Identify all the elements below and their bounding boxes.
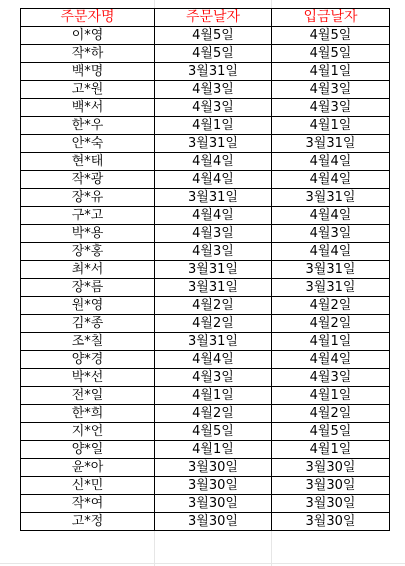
deposit-date-cell[interactable]: 4월3일 (272, 99, 390, 117)
table-row (21, 207, 390, 225)
deposit-date-cell[interactable]: 4월4일 (272, 207, 390, 225)
header-orderer-name[interactable]: 주문자명 (21, 9, 155, 27)
orderer-name-cell[interactable]: 작*여 (21, 495, 155, 513)
orderer-name-cell[interactable]: 고*원 (21, 81, 155, 99)
orderer-name-cell[interactable]: 신*민 (21, 477, 155, 495)
order-date-cell[interactable]: 3월30일 (155, 459, 272, 477)
header-row (21, 9, 390, 27)
deposit-date-cell[interactable]: 4월1일 (272, 441, 390, 459)
deposit-date-cell[interactable]: 4월2일 (272, 405, 390, 423)
table-row (21, 279, 390, 297)
order-date-cell[interactable]: 4월5일 (155, 27, 272, 45)
orderer-name-cell[interactable]: 구*고 (21, 207, 155, 225)
table-row (21, 99, 390, 117)
orderer-name-cell[interactable]: 양*일 (21, 441, 155, 459)
orderer-name-cell[interactable]: 전*일 (21, 387, 155, 405)
table-row (21, 81, 390, 99)
deposit-date-cell[interactable]: 4월2일 (272, 297, 390, 315)
order-date-cell[interactable]: 4월3일 (155, 99, 272, 117)
deposit-date-cell[interactable]: 3월30일 (272, 459, 390, 477)
deposit-date-cell[interactable]: 4월4일 (272, 243, 390, 261)
table-row (21, 351, 390, 369)
order-date-cell[interactable]: 4월2일 (155, 405, 272, 423)
order-date-cell[interactable]: 4월4일 (155, 153, 272, 171)
deposit-date-cell[interactable]: 4월1일 (272, 117, 390, 135)
deposit-date-cell[interactable]: 4월3일 (272, 369, 390, 387)
deposit-date-cell[interactable]: 4월3일 (272, 81, 390, 99)
table-row (21, 423, 390, 441)
table-row (21, 189, 390, 207)
deposit-date-cell[interactable]: 3월31일 (272, 279, 390, 297)
deposit-date-cell[interactable]: 4월1일 (272, 63, 390, 81)
order-date-cell[interactable]: 3월30일 (155, 495, 272, 513)
order-date-cell[interactable]: 4월3일 (155, 369, 272, 387)
table-row (21, 405, 390, 423)
order-date-cell[interactable]: 4월1일 (155, 387, 272, 405)
deposit-date-cell[interactable]: 3월31일 (272, 135, 390, 153)
order-date-cell[interactable]: 4월3일 (155, 81, 272, 99)
deposit-date-cell[interactable]: 4월1일 (272, 333, 390, 351)
orderer-name-cell[interactable]: 원*영 (21, 297, 155, 315)
table-row (21, 243, 390, 261)
table-row (21, 369, 390, 387)
table-row (21, 45, 390, 63)
deposit-date-cell[interactable]: 4월1일 (272, 387, 390, 405)
order-date-cell[interactable]: 4월3일 (155, 225, 272, 243)
orderer-name-cell[interactable]: 현*태 (21, 153, 155, 171)
deposit-date-cell[interactable]: 4월5일 (272, 423, 390, 441)
header-deposit-date[interactable]: 입금날자 (272, 9, 390, 27)
table-row (21, 459, 390, 477)
table-row (21, 261, 390, 279)
table-row (21, 153, 390, 171)
deposit-date-cell[interactable]: 3월30일 (272, 513, 390, 531)
orderer-name-cell[interactable]: 박*용 (21, 225, 155, 243)
order-date-cell[interactable]: 4월4일 (155, 351, 272, 369)
order-date-cell[interactable]: 3월31일 (155, 63, 272, 81)
table-row (21, 441, 390, 459)
order-date-cell[interactable]: 4월5일 (155, 45, 272, 63)
orderer-name-cell[interactable]: 장*유 (21, 189, 155, 207)
table-row (21, 135, 390, 153)
orderer-name-cell[interactable]: 한*희 (21, 405, 155, 423)
orderer-name-cell[interactable]: 지*언 (21, 423, 155, 441)
deposit-date-cell[interactable]: 3월30일 (272, 495, 390, 513)
order-date-cell[interactable]: 3월31일 (155, 261, 272, 279)
orderer-name-cell[interactable]: 장*름 (21, 279, 155, 297)
orderer-name-cell[interactable]: 작*하 (21, 45, 155, 63)
orderer-name-cell[interactable]: 장*홍 (21, 243, 155, 261)
gridline (0, 563, 405, 564)
order-date-cell[interactable]: 3월31일 (155, 279, 272, 297)
table-row (21, 387, 390, 405)
order-date-cell[interactable]: 3월30일 (155, 513, 272, 531)
deposit-date-cell[interactable]: 4월5일 (272, 27, 390, 45)
table-row (21, 171, 390, 189)
deposit-date-cell[interactable]: 3월31일 (272, 189, 390, 207)
table-row (21, 117, 390, 135)
orderer-name-cell[interactable]: 한*우 (21, 117, 155, 135)
order-date-cell[interactable]: 4월1일 (155, 441, 272, 459)
orderer-name-cell[interactable]: 최*서 (21, 261, 155, 279)
table-row (21, 27, 390, 45)
orderer-name-cell[interactable]: 박*선 (21, 369, 155, 387)
deposit-date-cell[interactable]: 4월2일 (272, 315, 390, 333)
orderer-name-cell[interactable]: 조*칠 (21, 333, 155, 351)
table-row (21, 297, 390, 315)
order-date-cell[interactable]: 4월4일 (155, 207, 272, 225)
orderer-name-cell[interactable]: 김*종 (21, 315, 155, 333)
order-date-cell[interactable]: 4월3일 (155, 243, 272, 261)
deposit-date-cell[interactable]: 4월5일 (272, 45, 390, 63)
header-order-date[interactable]: 주문날자 (155, 9, 272, 27)
orderer-name-cell[interactable]: 이*영 (21, 27, 155, 45)
deposit-date-cell[interactable]: 3월31일 (272, 261, 390, 279)
table-row (21, 495, 390, 513)
orderer-name-cell[interactable]: 양*경 (21, 351, 155, 369)
order-date-cell[interactable]: 4월1일 (155, 117, 272, 135)
orderer-name-cell[interactable]: 작*광 (21, 171, 155, 189)
deposit-date-cell[interactable]: 4월4일 (272, 351, 390, 369)
deposit-date-cell[interactable]: 4월4일 (272, 171, 390, 189)
order-date-cell[interactable]: 4월4일 (155, 171, 272, 189)
order-date-cell[interactable]: 4월2일 (155, 315, 272, 333)
orderer-name-cell[interactable]: 안*숙 (21, 135, 155, 153)
deposit-date-cell[interactable]: 4월3일 (272, 225, 390, 243)
table-body (21, 27, 390, 531)
table-row (21, 63, 390, 81)
deposit-date-cell[interactable]: 3월30일 (272, 477, 390, 495)
order-deposit-table (20, 8, 390, 531)
orderer-name-cell[interactable]: 백*명 (21, 63, 155, 81)
order-date-cell[interactable]: 3월30일 (155, 477, 272, 495)
deposit-date-cell[interactable]: 4월4일 (272, 153, 390, 171)
orderer-name-cell[interactable]: 백*서 (21, 99, 155, 117)
orderer-name-cell[interactable]: 윤*아 (21, 459, 155, 477)
order-date-cell[interactable]: 4월5일 (155, 423, 272, 441)
order-date-cell[interactable]: 3월31일 (155, 135, 272, 153)
order-date-cell[interactable]: 4월2일 (155, 297, 272, 315)
table-row (21, 225, 390, 243)
order-date-cell[interactable]: 3월31일 (155, 333, 272, 351)
table-row (21, 333, 390, 351)
table-row (21, 477, 390, 495)
table-row (21, 513, 390, 531)
table-row (21, 315, 390, 333)
order-date-cell[interactable]: 3월31일 (155, 189, 272, 207)
orderer-name-cell[interactable]: 고*정 (21, 513, 155, 531)
